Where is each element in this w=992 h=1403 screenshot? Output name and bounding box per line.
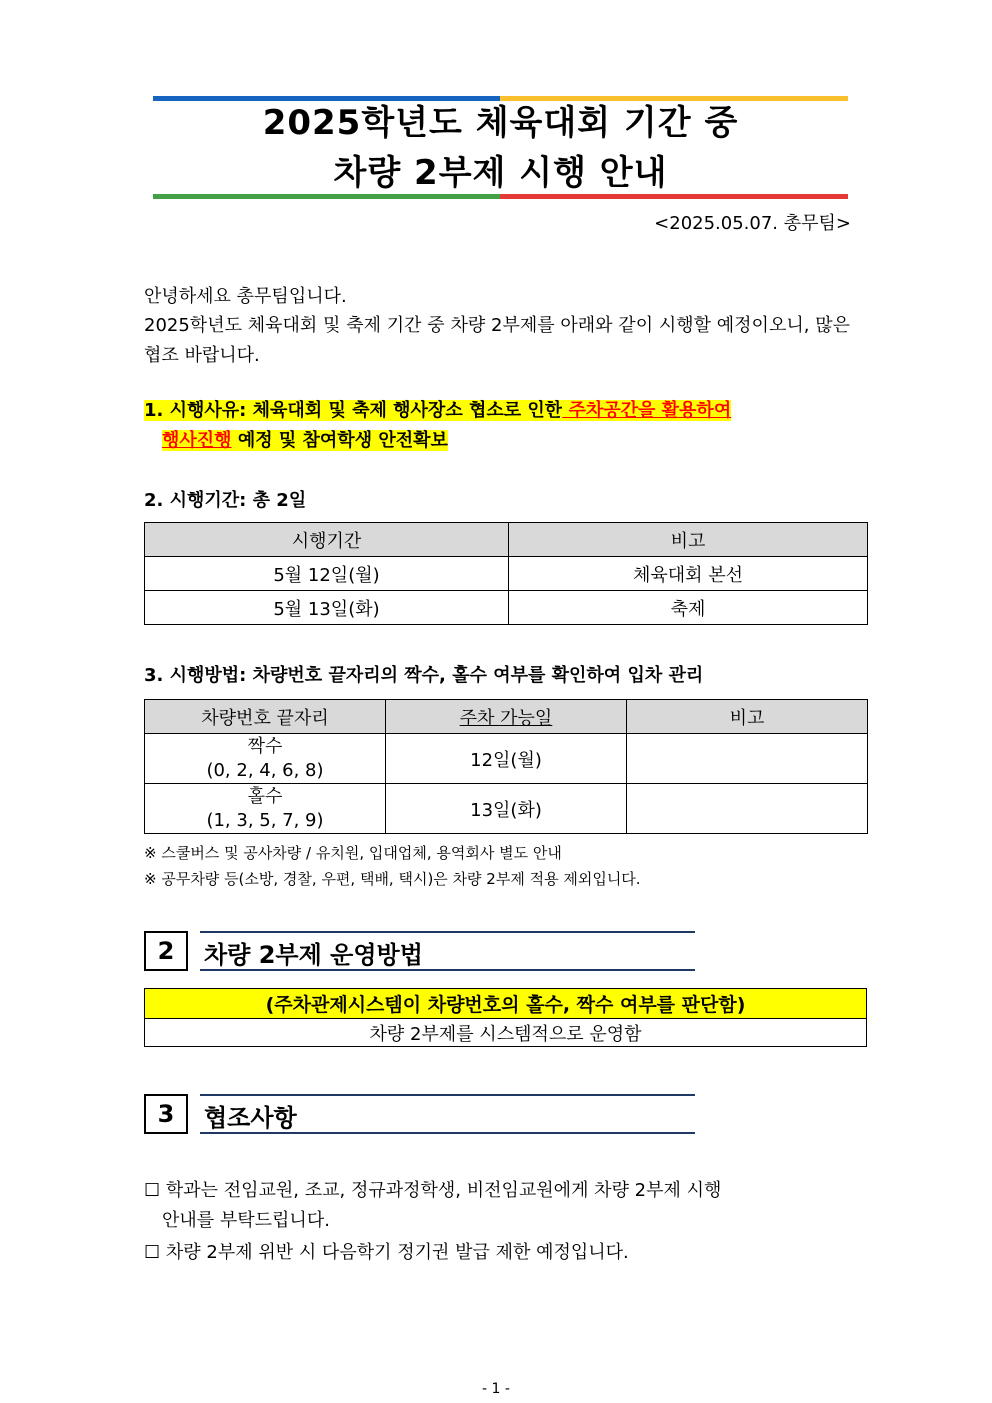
table-row <box>145 557 868 591</box>
method-table-header: 비고 <box>627 700 868 734</box>
table-cell <box>627 734 868 784</box>
table-cell <box>145 734 386 784</box>
title-bar-bottom-green <box>153 194 500 199</box>
section2-rule-top <box>200 931 695 933</box>
period-table-header: 비고 <box>509 523 868 557</box>
item3-heading: 3. 시행방법: 차량번호 끝자리의 짝수, 홀수 여부를 확인하여 입차 관리 <box>144 665 704 686</box>
period-table <box>144 522 868 625</box>
table-row <box>145 734 868 784</box>
cooperation-item <box>144 1176 850 1236</box>
period-table-header: 시행기간 <box>145 523 509 557</box>
checkbox-icon: ☐ <box>144 1180 161 1201</box>
method-table <box>144 699 868 834</box>
page-title-line1: 2025학년도 체육대회 기간 중 <box>262 103 739 143</box>
cooperation-text: 차량 2부제 위반 시 다음학기 정기권 발급 제한 예정입니다. <box>165 1242 629 1263</box>
page-title-line2: 차량 2부제 시행 안내 <box>333 153 668 193</box>
item1-reason <box>144 396 850 456</box>
table-cell <box>627 784 868 834</box>
title-bar-top-blue <box>153 96 500 101</box>
item1-emphasis2: 행사진행 <box>162 430 232 451</box>
note-line: ※ 공무차량 등(소방, 경찰, 우편, 택배, 택시)은 차량 2부제 적용 제외입니다. <box>144 870 641 888</box>
digit-list: (0, 2, 4, 6, 8) <box>206 759 324 781</box>
table-cell: 13일(화) <box>386 784 627 834</box>
cooperation-text: 학과는 전임교원, 조교, 정규과정학생, 비전임교원에게 차량 2부제 시행 <box>165 1180 722 1201</box>
table-cell <box>145 784 386 834</box>
title-bar-bottom-red <box>500 194 848 199</box>
method-table-header: 차량번호 끝자리 <box>145 700 386 734</box>
checkbox-icon: ☐ <box>144 1242 161 1263</box>
page-number: - 1 - <box>482 1381 510 1397</box>
table-row <box>145 591 868 625</box>
table-cell: 축제 <box>509 591 868 625</box>
operation-box <box>144 988 867 1047</box>
operation-highlight: (주차관제시스템이 차량번호의 홀수, 짝수 여부를 판단함) <box>145 989 867 1019</box>
title-bar-top-yellow <box>500 96 848 101</box>
section2-title: 차량 2부제 운영방법 <box>204 941 423 969</box>
item1-suffix: 예정 및 참여학생 안전확보 <box>231 430 448 451</box>
method-table-header: 주차 가능일 <box>386 700 627 734</box>
table-cell: 12일(월) <box>386 734 627 784</box>
cooperation-text-cont: 안내를 부탁드립니다. <box>162 1210 330 1231</box>
table-cell: 5월 12일(월) <box>145 557 509 591</box>
item1-prefix: 1. 시행사유: 체육대회 및 축제 행사장소 협소로 인한 <box>144 400 563 421</box>
operation-text: 차량 2부제를 시스템적으로 운영함 <box>145 1019 867 1047</box>
section3-title: 협조사항 <box>204 1104 297 1132</box>
cooperation-item <box>144 1238 850 1268</box>
section3-number: 3 <box>144 1094 188 1134</box>
digit-type: 짝수 <box>247 735 283 757</box>
section3-rule-top <box>200 1094 695 1096</box>
table-row <box>145 784 868 834</box>
item2-heading: 2. 시행기간: 총 2일 <box>144 490 307 511</box>
table-cell: 5월 13일(화) <box>145 591 509 625</box>
digit-type: 홀수 <box>247 785 283 807</box>
note-line: ※ 스쿨버스 및 공사차량 / 유치원, 입대업체, 용역회사 별도 안내 <box>144 844 562 862</box>
section2-number: 2 <box>144 931 188 971</box>
item1-emphasis1: 주차공간을 활용하여 <box>562 400 732 421</box>
table-cell: 체육대회 본선 <box>509 557 868 591</box>
digit-list: (1, 3, 5, 7, 9) <box>206 809 324 831</box>
intro-greeting: 안녕하세요 총무팀입니다. <box>144 286 347 307</box>
intro-body: 2025학년도 체육대회 및 축제 기간 중 차량 2부제를 아래와 같이 시행할 예정이오니, 많은 협조 바랍니다. <box>144 315 850 366</box>
document-date: <2025.05.07. 총무팀> <box>654 213 851 234</box>
